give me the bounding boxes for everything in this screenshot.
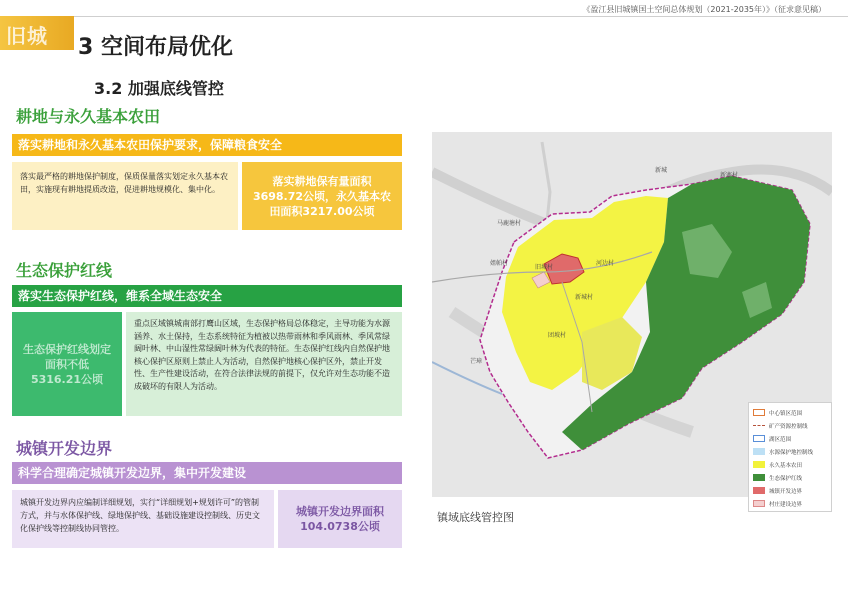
urban-bar: 科学合理确定城镇开发边界，集中开发建设 bbox=[12, 462, 402, 484]
map-place-label: 芒璋 bbox=[470, 358, 483, 365]
urban-heading: 城镇开发边界 bbox=[16, 439, 113, 458]
section-subtitle: 3.2 加强底线管控 bbox=[94, 79, 224, 98]
legend-label: 村庄建设边界 bbox=[769, 501, 803, 508]
legend-item bbox=[753, 497, 827, 510]
legend-swatch bbox=[753, 474, 765, 481]
map-place-label: 新城村 bbox=[575, 294, 594, 301]
legend-swatch bbox=[753, 409, 765, 416]
section-title: 3 空间布局优化 bbox=[78, 35, 233, 60]
map-caption: 镇域底线管控图 bbox=[437, 511, 514, 524]
map-place-label: 马鹿塘村 bbox=[497, 220, 522, 227]
legend-label: 永久基本农田 bbox=[769, 462, 803, 469]
farmland-stat: 落实耕地保有量面积3698.72公顷，永久基本农田面积3217.00公顷 bbox=[242, 162, 402, 230]
legend-label: 城镇开发边界 bbox=[769, 488, 803, 495]
legend-label: 矿产资源控制线 bbox=[769, 423, 808, 430]
header-divider bbox=[0, 16, 848, 17]
legend-item bbox=[753, 445, 827, 458]
farmland-heading: 耕地与永久基本农田 bbox=[16, 107, 161, 126]
legend-swatch bbox=[753, 448, 765, 455]
legend-item bbox=[753, 484, 827, 497]
legend-swatch bbox=[753, 461, 765, 468]
ecology-bar: 落实生态保护红线，维系全域生态安全 bbox=[12, 285, 402, 307]
map-place-label: 河边村 bbox=[596, 260, 615, 267]
legend-item bbox=[753, 419, 827, 432]
logo-text: 旧城 bbox=[6, 24, 48, 48]
legend-label: 湖区范围 bbox=[769, 436, 792, 443]
map-place-label: 新寨村 bbox=[720, 172, 739, 179]
document-title: 《盈江县旧城镇国土空间总体规划（2021-2035年）》（征求意见稿） bbox=[582, 5, 826, 14]
legend-label: 水源保护地控制线 bbox=[769, 449, 814, 456]
legend-item bbox=[753, 471, 827, 484]
urban-text: 城镇开发边界内应编制详细规划，实行“详细规划+规划许可”的管制方式，并与水体保护线、绿地保护线、基础设施建设控制线、历史文化保护线等控制线协同管控。 bbox=[12, 490, 274, 548]
map-place-label: 新城 bbox=[655, 167, 668, 174]
logo bbox=[0, 16, 74, 50]
farmland-text: 落实最严格的耕地保护制度，保质保量落实划定永久基本农田，实施现有耕地提质改造，促进耕地规模化、集中化。 bbox=[12, 162, 238, 230]
ecology-heading: 生态保护红线 bbox=[16, 261, 113, 280]
ecology-text: 重点区域镇城南部打鹰山区域，生态保护格局总体稳定，主导功能为水源涵养、水土保持，生态系统特征为植被以热带雨林和季风雨林、季风常绿阔叶林、中山湿性常绿阔叶林为代表的特征。生态保护红线内自然保护地核心保护区原则上禁止人为活动，自然保护地核心保护区外，禁止开发性、生产性建设活动，在符合法律法规的前提下，仅允许对生态功能不造成破坏的有限人为活动。 bbox=[126, 312, 402, 416]
legend-item bbox=[753, 406, 827, 419]
map-place-label: 旧城村 bbox=[535, 264, 554, 271]
legend-swatch bbox=[753, 500, 765, 507]
map-place-label: 团坡村 bbox=[548, 332, 567, 339]
legend-item bbox=[753, 458, 827, 471]
legend-label: 生态保护红线 bbox=[769, 475, 803, 482]
farmland-bar: 落实耕地和永久基本农田保护要求，保障粮食安全 bbox=[12, 134, 402, 156]
legend-item bbox=[753, 432, 827, 445]
legend-swatch bbox=[753, 425, 765, 426]
legend-swatch bbox=[753, 435, 765, 442]
map-legend bbox=[748, 402, 832, 512]
legend-label: 中心镇区范围 bbox=[769, 410, 803, 417]
ecology-stat: 生态保护红线划定面积不低5316.21公顷 bbox=[12, 312, 122, 416]
legend-swatch bbox=[753, 487, 765, 494]
map-place-label: 姐帕村 bbox=[490, 260, 509, 267]
urban-stat: 城镇开发边界面积104.0738公顷 bbox=[278, 490, 402, 548]
